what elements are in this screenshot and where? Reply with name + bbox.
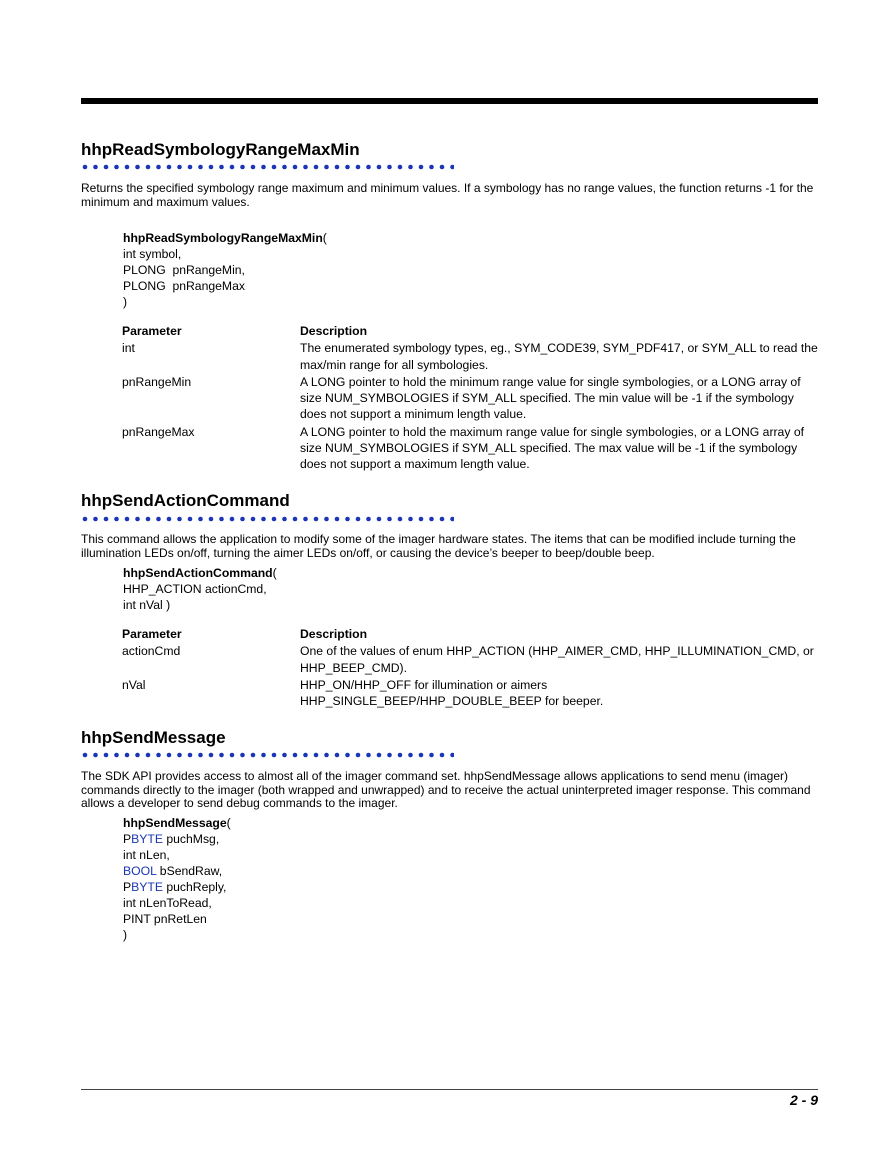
rule-dot (398, 753, 403, 758)
signature-header: hhpSendActionCommand( (123, 566, 277, 580)
dotted-rule (82, 751, 454, 759)
signature-param: BOOL bSendRaw, (123, 864, 223, 878)
signature-header: hhpSendMessage( (123, 816, 231, 830)
rule-dot (429, 517, 434, 522)
rule-dot (272, 165, 277, 170)
function-signature (123, 815, 231, 943)
param-description-line: HHP_ON/HHP_OFF for illumination or aimers (300, 677, 548, 692)
rule-dot (146, 165, 151, 170)
table-row (121, 424, 818, 473)
signature-param: PBYTE puchMsg, (123, 832, 220, 846)
signature-param: int nVal ) (123, 598, 171, 612)
rule-dot (156, 165, 161, 170)
section-description: The SDK API provides access to almost all of the imager command set. hhpSendMessage allows applications to send menu (imager) commands directly to the imager (both wrapped and unwrapped) and to receive the actual uninterpreted imager response. This command allows a developer to send debug commands to the imager. (81, 769, 811, 810)
rule-dot (440, 753, 445, 758)
page-number: 2 - 9 (789, 1092, 818, 1108)
rule-dot (419, 517, 424, 522)
rule-dot (240, 165, 245, 170)
rule-dot (261, 517, 266, 522)
rule-dot (219, 165, 224, 170)
signature-close: ) (123, 295, 128, 309)
rule-dot (219, 753, 224, 758)
rule-dot (230, 165, 235, 170)
signature-param: PLONG pnRangeMax (123, 279, 245, 293)
signature-param: PLONG pnRangeMin, (123, 263, 245, 277)
rule-dot (272, 517, 277, 522)
rule-dot (335, 753, 340, 758)
rule-dot (356, 753, 361, 758)
column-header-parameter: Parameter (122, 324, 182, 338)
rule-dot (177, 753, 182, 758)
param-name: nVal (122, 677, 146, 692)
signature-param: int nLen, (123, 848, 170, 862)
rule-dot (146, 753, 151, 758)
section-title-send-message: hhpSendMessage (81, 728, 226, 747)
rule-dot (345, 517, 350, 522)
column-header-description: Description (300, 627, 368, 641)
rule-dot (156, 753, 161, 758)
rule-dot (419, 753, 424, 758)
rule-dot (188, 517, 193, 522)
rule-dot (387, 517, 392, 522)
rule-dot (219, 517, 224, 522)
column-header-description: Description (300, 324, 368, 338)
parameter-table (121, 626, 818, 709)
rule-dot (198, 517, 203, 522)
rule-dot (240, 517, 245, 522)
rule-dot (440, 165, 445, 170)
section-description: Returns the specified symbology range maximum and minimum values. If a symbology has no range values, the function returns -1 for the minimum and maximum values. (81, 181, 814, 209)
rule-dot (303, 753, 308, 758)
rule-dot (114, 165, 119, 170)
signature-header: hhpReadSymbologyRangeMaxMin( (123, 231, 327, 245)
rule-dot (282, 753, 287, 758)
rule-dot (125, 753, 130, 758)
type-keyword: BOOL (123, 864, 157, 878)
rule-dot (314, 517, 319, 522)
rule-dot (240, 753, 245, 758)
dotted-rule (82, 515, 454, 523)
rule-dot (251, 517, 256, 522)
rule-dot (408, 753, 413, 758)
header-rule (81, 98, 818, 104)
rule-dot (450, 517, 454, 522)
rule-dot (198, 753, 203, 758)
table-header-row (121, 323, 818, 339)
signature-param: PBYTE puchReply, (123, 880, 227, 894)
param-description: One of the values of enum HHP_ACTION (HHP_AIMER_CMD, HHP_ILLUMINATION_CMD, or HHP_BEEP_CMD). (300, 644, 814, 675)
type-keyword: BYTE (131, 832, 163, 846)
param-description: The enumerated symbology types, eg., SYM_CODE39, SYM_PDF417, or SYM_ALL to read the max/min range for all symbologies. (300, 341, 818, 372)
rule-dot (261, 753, 266, 758)
rule-dot (230, 753, 235, 758)
rule-dot (114, 753, 119, 758)
rule-dot (429, 165, 434, 170)
signature-param: HHP_ACTION actionCmd, (123, 582, 267, 596)
rule-dot (356, 165, 361, 170)
signature-close: ) (123, 928, 128, 942)
param-name: pnRangeMin (122, 374, 192, 389)
rule-dot (314, 165, 319, 170)
section-title-send-action-command: hhpSendActionCommand (81, 491, 290, 510)
rule-dot (345, 753, 350, 758)
rule-dot (440, 517, 445, 522)
rule-dot (398, 517, 403, 522)
param-description: A LONG pointer to hold the maximum range value for single symbologies, or a LONG array of size NUM_SYMBOLOGIES if SYM_ALL specified. The max value will be -1 if the symbology does not support a maximum length value. (300, 424, 804, 472)
rule-dot (450, 165, 454, 170)
table-row (121, 643, 818, 676)
param-name: actionCmd (122, 644, 181, 659)
rule-dot (345, 165, 350, 170)
rule-dot (387, 165, 392, 170)
rule-dot (104, 517, 109, 522)
rule-dot (104, 165, 109, 170)
rule-dot (177, 517, 182, 522)
rule-dot (93, 517, 98, 522)
table-row (121, 374, 818, 423)
rule-dot (293, 753, 298, 758)
dotted-rule (82, 163, 454, 171)
rule-dot (114, 517, 119, 522)
rule-dot (377, 753, 382, 758)
param-name: pnRangeMax (122, 424, 195, 439)
function-signature (123, 230, 327, 310)
rule-dot (230, 517, 235, 522)
rule-dot (146, 517, 151, 522)
rule-dot (83, 165, 88, 170)
parameter-table (121, 323, 818, 473)
rule-dot (324, 165, 329, 170)
rule-dot (293, 517, 298, 522)
rule-dot (209, 165, 214, 170)
rule-dot (408, 165, 413, 170)
rule-dot (272, 753, 277, 758)
type-keyword: BYTE (131, 880, 163, 894)
rule-dot (282, 517, 287, 522)
rule-dot (188, 753, 193, 758)
rule-dot (387, 753, 392, 758)
signature-param: int nLenToRead, (123, 896, 212, 910)
table-row (121, 340, 818, 373)
param-description (300, 677, 818, 710)
rule-dot (167, 753, 172, 758)
rule-dot (377, 517, 382, 522)
rule-dot (167, 165, 172, 170)
rule-dot (377, 165, 382, 170)
rule-dot (177, 165, 182, 170)
rule-dot (93, 753, 98, 758)
rule-dot (209, 517, 214, 522)
rule-dot (282, 165, 287, 170)
rule-dot (335, 165, 340, 170)
rule-dot (125, 517, 130, 522)
rule-dot (125, 165, 130, 170)
signature-param: PINT pnRetLen (123, 912, 207, 926)
signature-param: int symbol, (123, 247, 182, 261)
rule-dot (251, 165, 256, 170)
rule-dot (167, 517, 172, 522)
rule-dot (83, 517, 88, 522)
param-description-line: HHP_SINGLE_BEEP/HHP_DOUBLE_BEEP for beeper. (300, 694, 604, 709)
rule-dot (366, 753, 371, 758)
rule-dot (104, 753, 109, 758)
rule-dot (450, 753, 454, 758)
function-signature (123, 565, 277, 613)
rule-dot (261, 165, 266, 170)
section-title-read-symbology-range: hhpReadSymbologyRangeMaxMin (81, 140, 360, 159)
rule-dot (135, 753, 140, 758)
rule-dot (398, 165, 403, 170)
rule-dot (366, 517, 371, 522)
param-description: A LONG pointer to hold the minimum range value for single symbologies, or a LONG array of size NUM_SYMBOLOGIES if SYM_ALL specified. The min value will be -1 if the symbology does not support a minimum length value. (300, 374, 801, 422)
rule-dot (209, 753, 214, 758)
table-row (121, 677, 818, 710)
rule-dot (135, 517, 140, 522)
rule-dot (135, 165, 140, 170)
rule-dot (156, 517, 161, 522)
rule-dot (188, 165, 193, 170)
rule-dot (408, 517, 413, 522)
rule-dot (251, 753, 256, 758)
rule-dot (303, 165, 308, 170)
rule-dot (83, 753, 88, 758)
function-name: hhpReadSymbologyRangeMaxMin (123, 231, 323, 245)
rule-dot (314, 753, 319, 758)
section-description: This command allows the application to modify some of the imager hardware states. The items that can be modified include turning the illumination LEDs on/off, turning the aimer LEDs on/off, or causing the device’s beeper to beep/double beep. (81, 532, 796, 560)
rule-dot (93, 165, 98, 170)
footer-rule (81, 1089, 818, 1090)
rule-dot (366, 165, 371, 170)
table-header-row (121, 626, 818, 642)
param-name: int (122, 341, 135, 356)
function-name: hhpSendMessage (123, 816, 227, 830)
rule-dot (356, 517, 361, 522)
column-header-parameter: Parameter (122, 627, 182, 641)
rule-dot (335, 517, 340, 522)
function-name: hhpSendActionCommand (123, 566, 273, 580)
rule-dot (303, 517, 308, 522)
rule-dot (324, 753, 329, 758)
rule-dot (429, 753, 434, 758)
rule-dot (324, 517, 329, 522)
rule-dot (419, 165, 424, 170)
rule-dot (198, 165, 203, 170)
rule-dot (293, 165, 298, 170)
